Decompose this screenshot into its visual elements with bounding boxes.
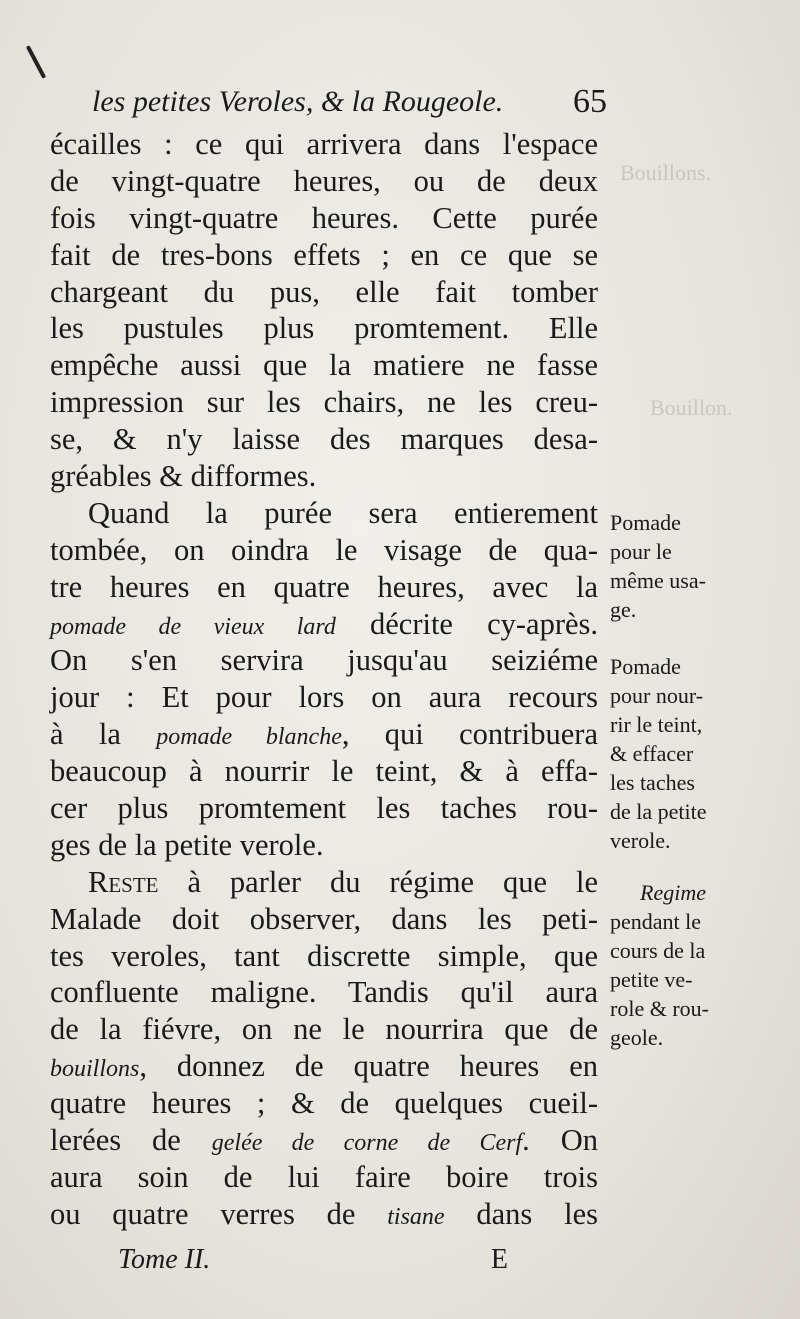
- text-fragment: à parler du régime que le: [187, 864, 598, 899]
- note-line: role & rou-: [610, 996, 709, 1021]
- text-line: [50, 1196, 598, 1233]
- italic-term: bouillons: [50, 1056, 140, 1083]
- note-line: verole.: [610, 828, 671, 853]
- margin-note-pomade-usage: [610, 508, 790, 624]
- italic-term: pomade blanche: [156, 724, 342, 751]
- volume-label: Tome II.: [118, 1244, 211, 1275]
- text-line: tombée, on oindra le visage de qua-: [50, 532, 598, 567]
- text-line: fois vingt-quatre heures. Cette purée: [50, 200, 598, 235]
- text-line: [50, 606, 598, 643]
- text-line: impression sur les chairs, ne les creu-: [50, 385, 598, 420]
- text-line: de vingt-quatre heures, ou de deux: [50, 163, 598, 198]
- text-fragment: lerées de: [50, 1123, 181, 1158]
- signature-mark: E: [490, 1244, 508, 1275]
- text-line: On s'en servira jusqu'au seiziéme: [50, 643, 598, 678]
- text-line: tre heures en quatre heures, avec la: [50, 569, 598, 604]
- text-fragment: , qui contribuera: [341, 717, 598, 752]
- text-fragment: . On: [522, 1123, 598, 1158]
- text-line: Quand la purée sera entierement: [88, 495, 598, 530]
- text-line: [50, 864, 598, 901]
- text-line: Malade doit observer, dans les peti-: [50, 901, 598, 936]
- ink-mark: [26, 45, 46, 79]
- text-line: de la fiévre, on ne le nourrira que de: [50, 1012, 598, 1047]
- note-line: & effacer: [610, 741, 694, 766]
- note-line: de la petite: [610, 799, 707, 824]
- small-caps-word: Reste: [88, 864, 159, 899]
- text-line: fait de tres-bons effets ; en ce que se: [50, 237, 598, 272]
- text-line: ges de la petite verole.: [50, 827, 324, 862]
- running-title: les petites Veroles, & la Rougeole.: [92, 85, 504, 118]
- page-footer: [118, 1244, 508, 1276]
- text-line: chargeant du pus, elle fait tomber: [50, 274, 598, 309]
- text-line: [50, 1048, 598, 1085]
- body-text: [50, 126, 598, 1233]
- margin-note-regime: [610, 878, 790, 1052]
- note-line: Pomade: [610, 654, 681, 679]
- text-fragment: à la: [50, 717, 121, 752]
- note-line: Regime: [640, 880, 706, 905]
- text-fragment: ou quatre verres de: [50, 1196, 356, 1231]
- text-line: beaucoup à nourrir le teint, & à effa-: [50, 754, 598, 789]
- text-line: empêche aussi que la matiere ne fasse: [50, 348, 598, 383]
- text-fragment: , donnez de quatre heures en: [139, 1049, 598, 1084]
- text-line: quatre heures ; & de quelques cueil-: [50, 1086, 598, 1121]
- note-line: pour le: [610, 539, 672, 564]
- text-line: jour : Et pour lors on aura recours: [50, 680, 598, 715]
- note-line: geole.: [610, 1025, 664, 1050]
- text-fragment: décrite cy-après.: [370, 606, 599, 641]
- text-line: cer plus promtement les taches rou-: [50, 791, 598, 826]
- note-line: ge.: [610, 597, 637, 622]
- note-line: les taches: [610, 770, 695, 795]
- note-line: pendant le: [610, 909, 702, 934]
- running-header: [92, 80, 607, 124]
- note-line: cours de la: [610, 938, 706, 963]
- italic-term: gelée de corne de Cerf: [211, 1130, 523, 1157]
- text-line: [50, 1122, 598, 1159]
- text-line: se, & n'y laisse des marques desa-: [50, 422, 598, 457]
- text-line: écailles : ce qui arrivera dans l'espace: [50, 127, 598, 161]
- text-line: tes veroles, tant discrette simple, que: [50, 938, 598, 973]
- bleed-through: Bouillons.: [620, 160, 712, 185]
- page-number: 65: [573, 83, 607, 120]
- text-line: confluente maligne. Tandis qu'il aura: [50, 975, 598, 1010]
- text-line: gréables & difformes.: [50, 459, 317, 494]
- italic-term: tisane: [387, 1203, 445, 1230]
- text-line: [50, 716, 598, 753]
- note-line: pour nour-: [610, 683, 704, 708]
- bleed-through: Bouillon.: [650, 395, 733, 420]
- italic-term: pomade de vieux lard: [50, 613, 336, 640]
- text-line: les pustules plus promtement. Elle: [50, 311, 598, 346]
- note-line: petite ve-: [610, 967, 693, 992]
- text-line: aura soin de lui faire boire trois: [50, 1159, 598, 1194]
- note-line: même usa-: [610, 568, 706, 593]
- note-line: rir le teint,: [610, 712, 703, 737]
- note-line: Pomade: [610, 510, 681, 535]
- margin-note-pomade-teint: [610, 652, 790, 855]
- text-fragment: dans les: [476, 1196, 598, 1231]
